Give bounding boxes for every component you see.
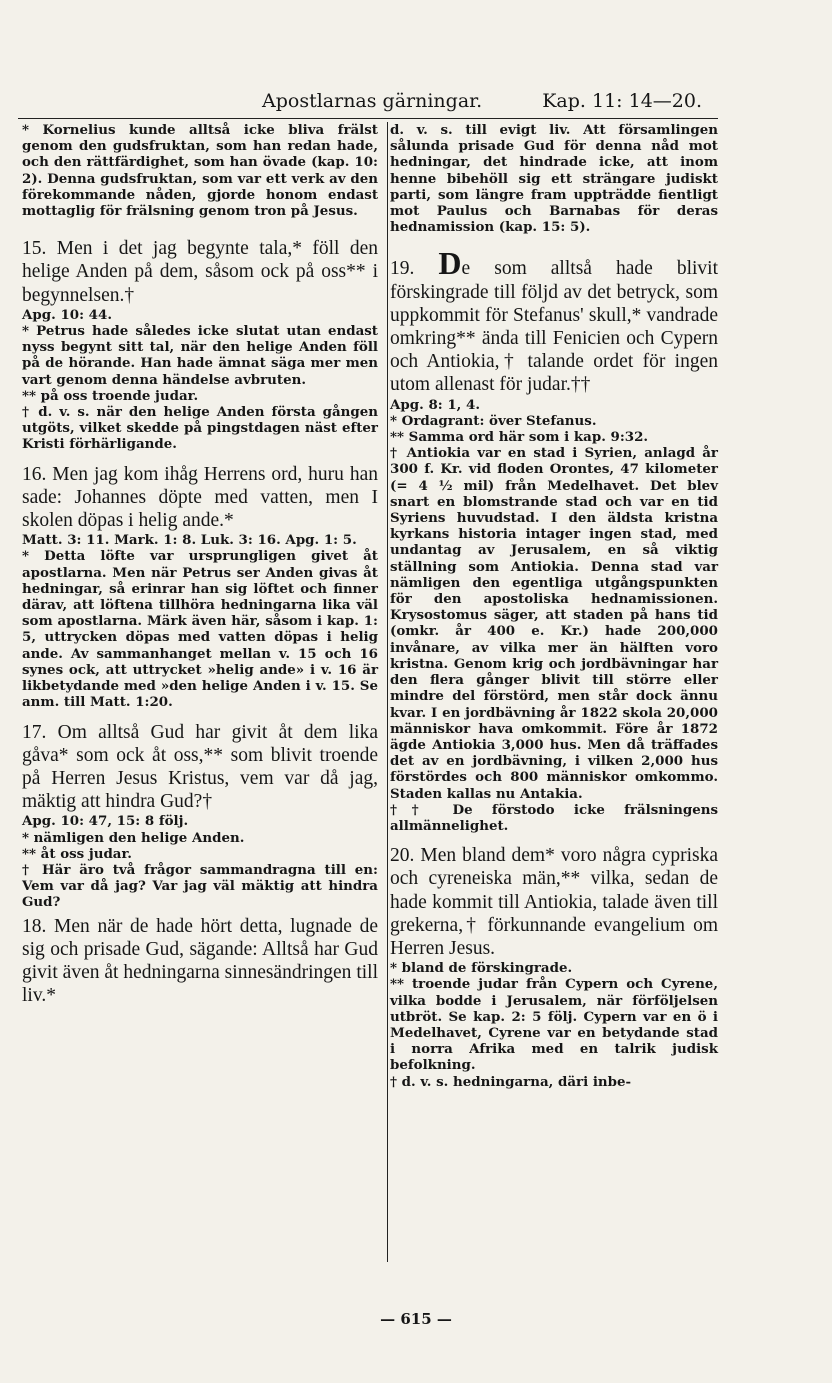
verse-19-ref: Apg. 8: 1, 4. bbox=[390, 396, 480, 413]
verse-17-note-3: † Här äro två frågor sammandragna till en: Vem var då jag? Var jag väl mäktig att hindra Gud? bbox=[22, 861, 378, 911]
header-rule bbox=[18, 118, 718, 119]
verse-19-note-1: * Ordagrant: över Stefanus. bbox=[390, 412, 597, 429]
verse-17-ref: Apg. 10: 47, 15: 8 följ. bbox=[22, 813, 189, 830]
verse-20-note-1: * bland de förskingrade. bbox=[390, 960, 573, 977]
verse-19-note-3: † Antiokia var en stad i Syrien, anlagd år 300 f. Kr. vid floden Orontes, 47 kilometer (= 4 ½ mil) från Medelhavet. Det blev snart en blomstrande stad och var en tid Syriens huvudstad. I den äldsta kristna kyrkans historia intager ingen stad, med undantag av Jerusalem, en så viktig ställning som Antiokia. Denna stad var nämligen den egentliga utgångspunkten för den apostoliska hednamissionen. Krysostomus säger, att staden på hans tid (omkr. år 400 e. Kr.) hade 200,000 invånare, av vilka mer än hälften voro kristna. Genom krig och jordbävningar har den flera gånger blivit till större eller mindre del förstörd, men står dock ännu kvar. I en jordbävning år 1822 skola 20,000 människor hava omkommit. Före år 1872 ägde Antiokia 3,000 hus. Men då träffades det av en jordbävning, i vilken 2,000 hus förstördes och 800 människor omkommo. Staden kallas nu Antakia. bbox=[390, 445, 718, 802]
running-header bbox=[262, 88, 702, 114]
note-kornelius: * Kornelius kunde alltså icke bliva frälst genom den gudsfruktan, som han redan hade, och den rättfärdighet, som han övade (kap. 10: 2). Denna gudsfruktan, som var ett verk av den förekommande nåden, gjorde honom endast mottaglig för frälsning genom tron på Jesus. bbox=[22, 122, 378, 220]
verse-20-note-3: † d. v. s. hedningarna, däri inbe- bbox=[390, 1073, 632, 1090]
note-verse-18-continued: d. v. s. till evigt liv. Att församlingen sålunda prisade Gud för denna nåd mot hedningar, det hindrade icke, att inom henne bibehöll sig ett strängare judiskt parti, som längre fram uppträdde fientligt mot Paulus och Barnabas för deras hednamission (kap. 15: 5). bbox=[390, 122, 718, 236]
verse-17-note-1: * nämligen den helige Anden. bbox=[22, 829, 245, 846]
verse-19-number: 19. bbox=[390, 258, 415, 280]
verse-15-note-1: * Petrus hade således icke slutat utan endast nyss begynt sitt tal, när den helige Anden föll på de hörande. Han hade ämnat säga mer men vart genom denna händelse avbruten. bbox=[22, 323, 378, 388]
verse-17-note-2: ** åt oss judar. bbox=[22, 845, 132, 862]
verse-20-note-2: ** troende judar från Cypern och Cyrene, vilka bodde i Jerusalem, när förföljelsen utbröt. Se kap. 2: 5 följ. Cypern var en ö i Medelhavet, Cyrene var en betydande stad i norra Afrika med en talrik judisk befolkning. bbox=[390, 976, 718, 1074]
book-title: Apostlarnas gärningar. bbox=[262, 90, 483, 112]
chapter-reference: Kap. 11: 14—20. bbox=[542, 90, 702, 112]
verse-16-note: * Detta löfte var ursprungligen givet åt apostlarna. Men när Petrus ser Anden givas åt hedningar, så erinrar han sig löftet och finner därav, att löftena tillhöra hedningarna lika väl som apostlarna. Märk även här, såsom i kap. 1: 5, uttrycken döpas med vatten döpas i helig ande. Av sammanhanget mellan v. 15 och 16 synes ock, att uttrycket »helig ande» i v. 16 är likbetydande med »den helige Anden i v. 15. Se anm. till Matt. 1:20. bbox=[22, 548, 378, 711]
verse-17: 17. Om alltså Gud har givit åt dem lika gåva* som ock åt oss,** som blivit troende på Herren Jesus Kristus, vem var då jag, mäktig att hindra Gud?† bbox=[22, 721, 378, 813]
right-column bbox=[390, 122, 718, 1090]
verse-16-ref: Matt. 3: 11. Mark. 1: 8. Luk. 3: 16. Apg. 1: 5. bbox=[22, 532, 357, 549]
verse-19 bbox=[390, 245, 719, 396]
left-column bbox=[22, 122, 378, 1007]
verse-19-note-4: †† De förstodo icke frälsningens allmännelighet. bbox=[390, 801, 718, 834]
verse-19-dropcap: D bbox=[438, 245, 462, 282]
verse-15: 15. Men i det jag begynte tala,* föll den helige Anden på dem, såsom ock på oss** i begynnelsen.† bbox=[22, 238, 378, 306]
verse-18: 18. Men när de hade hört detta, lugnade de sig och prisade Gud, sägande: Alltså har Gud givit även åt hedningarna sinnesändringen till liv.* bbox=[22, 915, 378, 1007]
verse-19-note-2: ** Samma ord här som i kap. 9:32. bbox=[390, 429, 649, 446]
verse-15-ref: Apg. 10: 44. bbox=[22, 306, 112, 323]
page-number: — 615 — bbox=[380, 1310, 452, 1328]
column-divider bbox=[387, 122, 388, 1262]
verse-15-note-3: † d. v. s. när den helige Anden första gången utgöts, vilket skedde på pingstdagen näst efter Kristi förhärligande. bbox=[22, 404, 378, 453]
verse-16: 16. Men jag kom ihåg Herrens ord, huru han sade: Johannes döpte med vatten, men I skolen döpas i helig ande.* bbox=[22, 463, 378, 532]
verse-19-text: e som alltså hade blivit förskingrade till följd av det betryck, som uppkommit för Stefanus' skull,* vandrade omkring** ända till Fenicien och Cypern och Antiokia,† talande ordet för ingen utom allenast för judar.†† bbox=[390, 258, 719, 396]
verse-15-note-2: ** på oss troende judar. bbox=[22, 387, 199, 404]
verse-20: 20. Men bland dem* voro några cypriska och cyreneiska män,** vilka, sedan de hade kommit till Antiokia, talade även till grekerna,† förkunnande evangelium om Herren Jesus. bbox=[390, 845, 718, 959]
